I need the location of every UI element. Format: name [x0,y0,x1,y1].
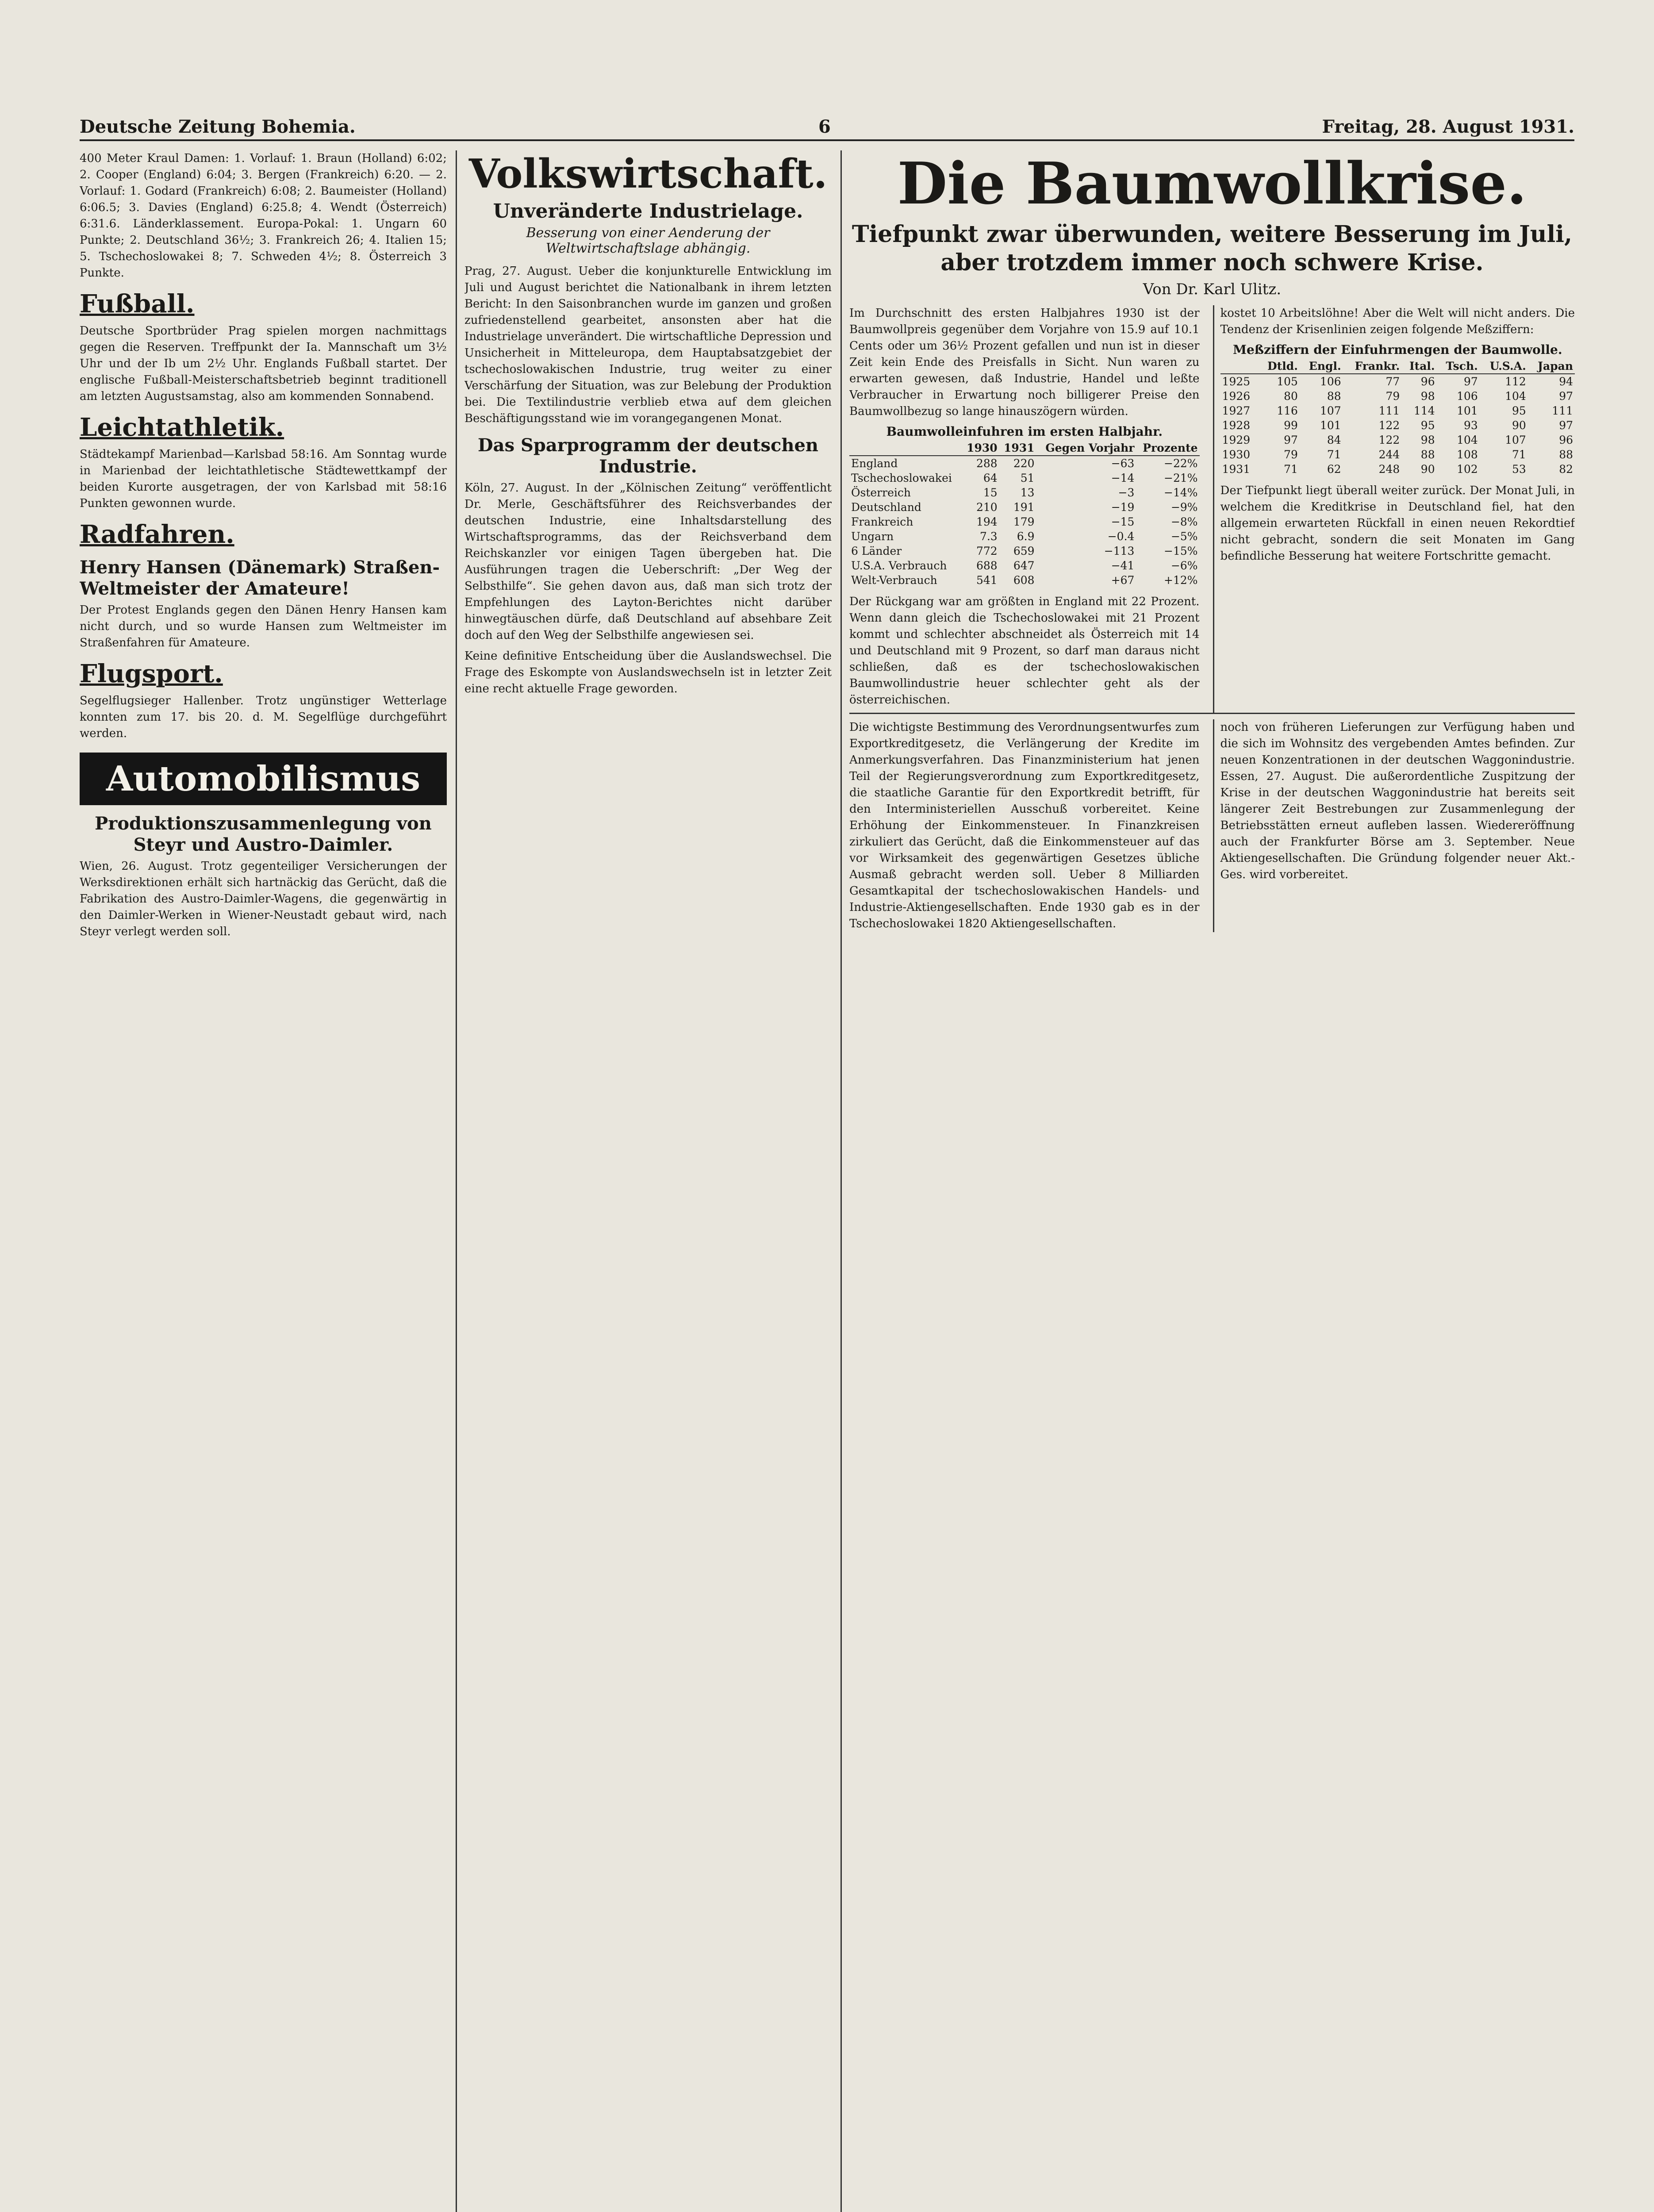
table-cell: 122 [1378,434,1400,446]
table-cell: 84 [1327,434,1341,446]
cotton-crisis-article [849,150,1575,2212]
table-cell: 71 [1512,448,1526,461]
table-cell: −63 [1111,457,1135,470]
flying-heading: Flugsport. [80,659,223,688]
table-cell: 15 [983,486,998,499]
table-cell: 108 [1457,448,1478,461]
economy-notes-right: noch von früheren Lieferungen zur Verfügung haben und die sich im Wohnsitz des vergebenden Amtes befinden. Zur neuen Konzentrationen in der deutschen Waggonindustrie. Essen, 27. August. Die außerordentliche Zuspitzung der Krise in der deutschen Waggonindustrie hat bereits seit längerer Zeit Bestrebungen zur Zusammenlegung der Betriebsstätten erneut aufleben lassen. Wiedereröffnung auch der Frankfurter Börse am 3. September. Neue Aktiengesellschaften. Die Gründung folgender neuer Akt.-Ges. wird vorbereitet. [1213,719,1575,932]
table-cell: Deutschland [851,501,921,514]
table-cell: 96 [1420,375,1435,388]
cotton-article-byline: Von Dr. Karl Ulitz. [1143,280,1282,298]
table-cell: 97 [1284,434,1298,446]
table-header-cell [1220,359,1259,374]
index-table-row [1220,447,1575,462]
table-cell: 97 [1559,390,1573,403]
import-table-row [849,471,1200,485]
cycling-text: Der Protest Englands gegen den Dänen Henry Hansen kam nicht durch, und so wurde Hansen zum Weltmeister im Straßenfahren für Amateure. [80,603,447,649]
table-header-cell: Frankr. [1343,359,1402,374]
cycling-heading: Radfahren. [80,520,234,549]
table-cell: 98 [1420,434,1435,446]
table-cell: 51 [1020,472,1035,484]
table-cell: 1929 [1222,434,1251,446]
table-header-cell: Tsch. [1437,359,1480,374]
table-cell: −21% [1164,472,1198,484]
swimming-results: 400 Meter Kraul Damen: 1. Vorlauf: 1. Braun (Holland) 6:02; 2. Cooper (England) 6:04; 3. Bergen (Frankreich) 6:20. — 2. Vorlauf: 1. Godard (Frankreich) 6:08; 2. Baumeister (Holland) 6:06.5; 3. Davies (England) 6:25.8; 4. Wendt (Österreich) 6:31.6. Länderklassement. Europa-Pokal: 1. Ungarn 60 Punkte; 2. Deutschland 36½; 3. Frankreich 26; 4. Italien 15; 5. Tschechoslowakei 8; 7. Schweden 4½; 8. Österreich 3 Punkte. [80,152,447,280]
table-cell: +12% [1164,574,1198,587]
table-header-cell: 1930 [962,441,999,456]
table-cell: 101 [1457,404,1478,417]
athletics-text: Städtekampf Marienbad—Karlsbad 58:16. Am Sonntag wurde in Marienbad der leichtathletische Städtewettkampf der beiden Kurorte ausgetragen, der von Karlsbad mit 58:16 Punkten gewonnen wurde. [80,448,447,510]
table-cell: 95 [1512,404,1526,417]
table-cell: 191 [1013,501,1035,514]
import-table-row [849,529,1200,544]
table-cell: 90 [1512,419,1526,432]
index-table-row [1220,374,1575,389]
table-header-cell: U.S.A. [1480,359,1528,374]
table-cell: 88 [1559,448,1573,461]
table-cell: 112 [1505,375,1526,388]
index-table-row [1220,462,1575,476]
table-cell: 772 [976,545,998,557]
table-cell: 1927 [1222,404,1251,417]
import-table-row [849,485,1200,500]
cotton-text-bottom-left: Der Rückgang war am größten in England mit 22 Prozent. Wenn dann gleich die Tschechoslowakei mit 21 Prozent kommt und schlechter abschneidet als Österreich mit 14 und Deutschland mit 9 Prozent, so darf man daraus nicht schließen, daß es der tschechoslowakischen Baumwollindustrie heuer schlechter geht als der österreichischen. [849,595,1200,707]
index-table-row [1220,403,1575,418]
table-cell: 1928 [1222,419,1251,432]
savings-article-title: Das Sparprogramm der deutschen Industrie. [477,435,819,477]
table-cell: 13 [1020,486,1035,499]
industry-article-deck: Besserung von einer Aenderung der Weltwirtschaftslage abhängig. [526,225,770,256]
table-cell: Welt-Verbrauch [851,574,937,587]
table-cell: 1926 [1222,390,1251,403]
table-cell: −41 [1111,559,1135,572]
table-cell: 114 [1413,404,1435,417]
table-cell: 107 [1505,434,1526,446]
economy-notes-left: Die wichtigste Bestimmung des Verordnungsentwurfes zum Exportkreditgesetz, die Verlängerung der Kredite im Anmerkungsverfahren. Das Finanzministerium hat jenen Teil der Regierungsverordnung zum Exportkreditgesetz, die staatliche Garantie für den Exportkredit betrifft, für den Interministeriellen Ausschuß vorbereitet. Keine Erhöhung der Einkommensteuer. In Finanzkreisen zirkuliert das Gerücht, daß die Einkommensteuer auf das vor Wirksamkeit des gegenwärtigen Gesetzes übliche Ausmaß gebracht werden soll. Ueber 8 Milliarden Gesamtkapital der tschechoslowakischen Handels- und Industrie-Aktiengesellschaften. Ende 1930 gab es in der Tschechoslowakei 1820 Aktiengesellschaften. [849,721,1200,930]
table-cell: Tschechoslowakei [851,472,952,484]
table-cell: −3 [1118,486,1135,499]
table-cell: −15% [1164,545,1198,557]
table-cell: 77 [1385,375,1400,388]
flying-text: Segelflugsieger Hallenber. Trotz ungünstiger Wetterlage konnten zum 17. bis 20. d. M. Segelflüge durchgeführt werden. [80,694,447,740]
cotton-text-bottom-right: Der Tiefpunkt liegt überall weiter zurück. Der Monat Juli, in welchem die Kreditkrise in Deutschland fiel, hat den allgemein erwarteten Rückfall in einen neuen Rekordtief nicht gebracht, sondern die seit Monaten im Gang befindliche Besserung hat weitere Fortschritte gemacht. [1220,484,1575,563]
column-rule [840,150,842,2212]
table-cell: 541 [976,574,998,587]
import-table-caption: Baumwolleinfuhren im ersten Halbjahr. [886,424,1163,439]
table-cell: 96 [1559,434,1573,446]
table-cell: 95 [1420,419,1435,432]
table-cell: 71 [1327,448,1341,461]
table-cell: −19 [1111,501,1135,514]
masthead-left: Deutsche Zeitung Bohemia. [80,116,356,137]
table-cell: 659 [1013,545,1035,557]
foreign-bills-text: Keine definitive Entscheidung über die Auslandswechsel. Die Frage des Eskompte von Auslandswechseln ist in letzter Zeit eine recht aktuelle Frage geworden. [464,649,832,695]
economy-column [464,150,832,2212]
import-table [849,441,1200,588]
table-cell: +67 [1111,574,1135,587]
table-cell: 116 [1277,404,1298,417]
cotton-text-right: kostet 10 Arbeitslöhne! Aber die Welt will nicht anders. Die Tendenz der Krisenlinien zeigen folgende Meßziffern: [1220,307,1575,336]
table-header-cell: Engl. [1300,359,1343,374]
table-cell: 53 [1512,463,1526,476]
cycling-subheading: Henry Hansen (Dänemark) Straßen-Weltmeister der Amateure! [80,557,440,599]
table-cell: −0.4 [1107,530,1135,543]
page-header [80,113,1574,141]
table-cell: 97 [1559,419,1573,432]
table-cell: −15 [1111,515,1135,528]
table-cell: 93 [1464,419,1478,432]
sport-column [80,150,447,2212]
table-cell: 107 [1320,404,1341,417]
index-table [1220,359,1575,476]
index-table-row [1220,418,1575,433]
table-cell: 82 [1559,463,1573,476]
table-cell: 80 [1284,390,1298,403]
index-table-row [1220,433,1575,447]
table-cell: 106 [1457,390,1478,403]
table-header-cell: 1931 [999,441,1036,456]
table-header-cell: Japan [1528,359,1575,374]
auto-article-text: Wien, 26. August. Trotz gegenteiliger Versicherungen der Werksdirektionen erhält sich hartnäckig das Gerücht, daß die Fabrikation des Austro-Daimler-Wagens, die gegenwärtig in den Daimler-Werken in Wiener-Neustadt gebaut wird, nach Steyr verlegt werden soll. [80,860,447,938]
table-cell: 647 [1013,559,1035,572]
table-cell: England [851,457,898,470]
cotton-article-title: Die Baumwollkrise. [897,150,1527,217]
table-cell: 71 [1284,463,1298,476]
automobilismus-banner: Automobilismus [80,753,447,805]
table-cell: 106 [1320,375,1341,388]
table-cell: 64 [983,472,998,484]
industry-article-text: Prag, 27. August. Ueber die konjunkturelle Entwicklung im Juli und August berichtet die Nationalbank in ihrem letzten Bericht: In den Saisonbranchen wurde im ganzen und großen zufriedenstellend gearbeitet, ansonsten aber hat die Industrielage unverändert. Die wirtschaftliche Depression und Unsicherheit in Mitteleuropa, dem Hauptabsatzgebiet der tschechoslowakischen Industrie, trug weiter zu einer Verschärfung der Situation, was zur Belebung der Produktion bei. Die Textilindustrie verblieb etwa auf dem gleichen Beschäftigungsstand wie im vorangegangenen Monat. [464,265,832,425]
table-cell: Österreich [851,486,911,499]
table-cell: Ungarn [851,530,894,543]
import-table-header-row [849,441,1200,456]
table-cell: 90 [1420,463,1435,476]
column-rule [456,150,457,2212]
table-cell: Frankreich [851,515,913,528]
index-table-caption: Meßziffern der Einfuhrmengen der Baumwolle. [1232,342,1562,357]
table-header-cell: Ital. [1401,359,1436,374]
table-cell: 79 [1284,448,1298,461]
cotton-article-deck: Tiefpunkt zwar überwunden, weitere Besserung im Juli, aber trotzdem immer noch schwere Krise. [852,221,1573,276]
table-cell: 1931 [1222,463,1251,476]
industry-article-title: Unveränderte Industrielage. [493,200,803,223]
table-cell: 122 [1378,419,1400,432]
import-table-row [849,573,1200,588]
table-cell: −14% [1164,486,1198,499]
import-table-row [849,515,1200,529]
table-cell: 6.9 [1017,530,1035,543]
table-cell: −22% [1164,457,1198,470]
table-cell: 608 [1013,574,1035,587]
table-cell: 6 Länder [851,545,902,557]
table-cell: 7.3 [979,530,998,543]
table-cell: 88 [1327,390,1341,403]
table-header-cell [849,441,962,456]
cotton-text-left: Im Durchschnitt des ersten Halbjahres 1930 ist der Baumwollpreis gegenüber dem Vorjahre von 15.9 auf 10.1 Cents oder um 36½ Prozent gefallen und nun ist in dieser Zeit kein Ende des Preisfalls in Sicht. Nun waren zu erwarten gewesen, daß Industrie, Handel und leßte Verbraucher in Erwartung noch billigerer Preise den Baumwollbezug so lange hinauszögern würden. [849,307,1200,418]
issue-date: Freitag, 28. August 1931. [1322,116,1574,137]
import-table-row [849,558,1200,573]
table-cell: 111 [1378,404,1400,417]
savings-article-text: Köln, 27. August. In der „Kölnischen Zeitung“ veröffentlicht Dr. Merle, Geschäftsführer des Reichsverbandes der deutschen Industrie, eine Inhaltsdarstellung des Wirtschaftsprogramms, das der Reichsverband dem Reichskanzler vor einigen Tagen übergeben hat. Die Ausführungen tragen die Ueberschrift: „Der Weg der Selbsthilfe“. Sie gehen davon aus, daß man sich trotz der Empfehlungen des Layton-Berichtes nicht darüber hinwegtäuschen dürfe, daß Deutschland auf absehbare Zeit doch auf den Weg der Selbsthilfe angewiesen sei. [464,481,832,642]
table-header-cell: Prozente [1136,441,1199,456]
table-cell: 105 [1277,375,1298,388]
table-cell: 688 [976,559,998,572]
import-table-row [849,544,1200,558]
table-cell: −14 [1111,472,1135,484]
import-table-row [849,500,1200,515]
table-header-cell: Dtld. [1259,359,1300,374]
table-cell: 88 [1420,448,1435,461]
index-table-row [1220,389,1575,403]
table-cell: 244 [1378,448,1400,461]
table-cell: 101 [1320,419,1341,432]
football-text: Deutsche Sportbrüder Prag spielen morgen nachmittags gegen die Reserven. Treffpunkt der Ia. Mannschaft um 3½ Uhr und der Ib um 2½ Uhr. Englands Fußball startet. Der englische Fußball-Meisterschaftsbetrieb beginnt traditionell am letzten Augustsamstag, also am kommenden Sonnabend. [80,324,447,403]
table-cell: 79 [1385,390,1400,403]
table-cell: 102 [1457,463,1478,476]
table-cell: −8% [1170,515,1198,528]
economy-section-title: Volkswirtschaft. [468,150,828,197]
table-cell: 94 [1559,375,1573,388]
table-cell: 194 [976,515,998,528]
auto-article-title: Produktionszusammenlegung von Steyr und Austro-Daimler. [95,813,432,855]
table-cell: 111 [1552,404,1573,417]
table-cell: 98 [1420,390,1435,403]
table-cell: −6% [1170,559,1198,572]
football-heading: Fußball. [80,289,195,319]
athletics-heading: Leichtathletik. [80,413,284,442]
table-cell: 1930 [1222,448,1251,461]
table-cell: 220 [1013,457,1035,470]
table-cell: 288 [976,457,998,470]
table-cell: 104 [1457,434,1478,446]
table-header-cell: Gegen Vorjahr [1036,441,1136,456]
table-cell: −113 [1104,545,1135,557]
table-cell: 248 [1378,463,1400,476]
import-table-row [849,456,1200,471]
table-cell: 179 [1013,515,1035,528]
table-cell: 1925 [1222,375,1251,388]
table-cell: −5% [1170,530,1198,543]
table-cell: 104 [1505,390,1526,403]
table-cell: −9% [1170,501,1198,514]
page-number: 6 [818,116,831,137]
table-cell: 97 [1464,375,1478,388]
table-cell: 62 [1327,463,1341,476]
table-cell: U.S.A. Verbrauch [851,559,947,572]
index-table-header-row [1220,359,1575,374]
table-cell: 210 [976,501,998,514]
table-cell: 99 [1284,419,1298,432]
